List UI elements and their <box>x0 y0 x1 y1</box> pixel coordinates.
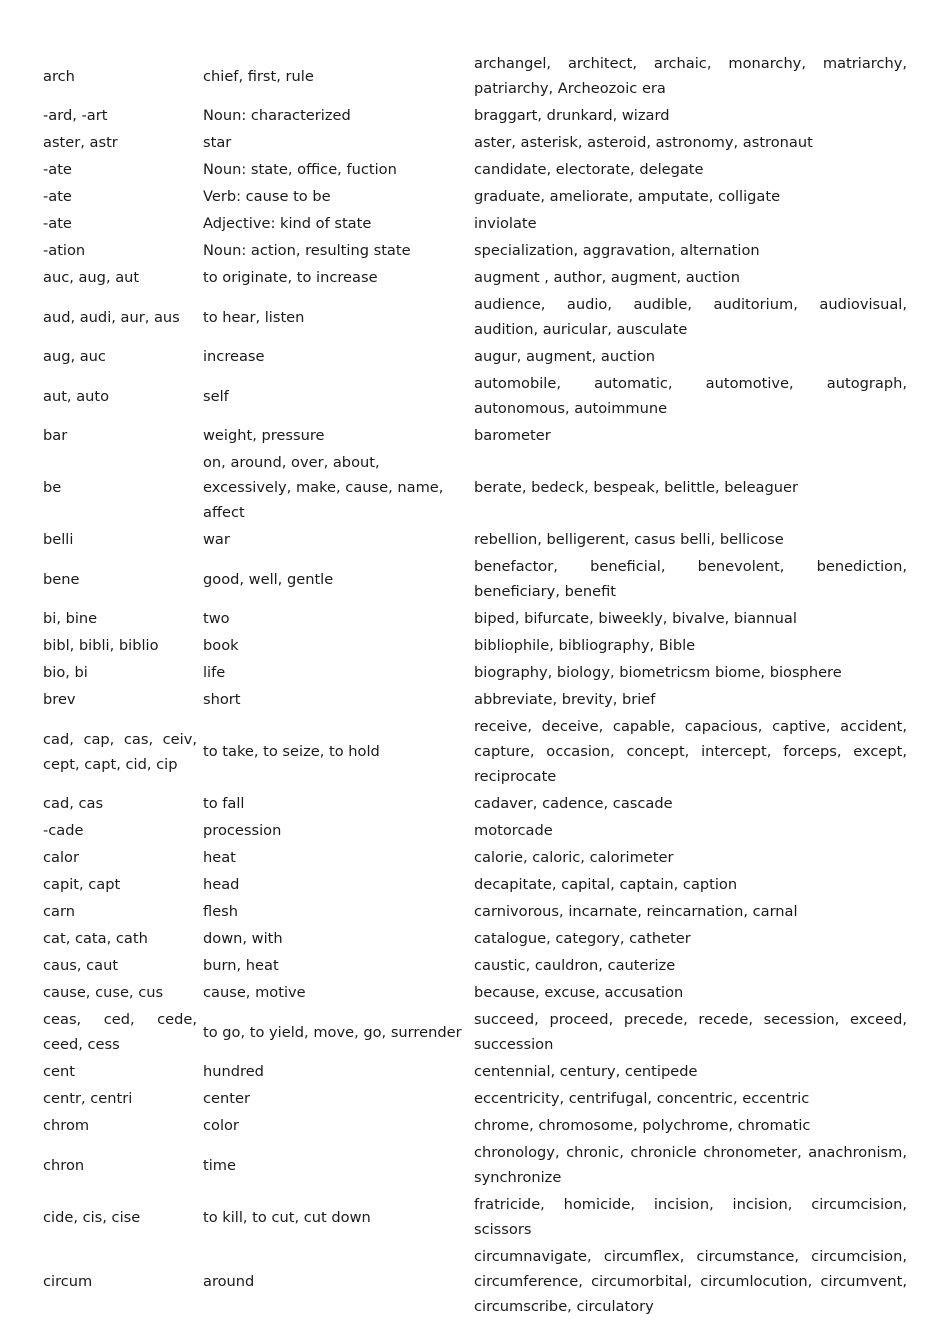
meaning-cell: heat <box>203 849 236 866</box>
root-cell: chron <box>43 1156 85 1174</box>
table-row <box>40 844 910 871</box>
table-row <box>40 659 910 686</box>
root-cell: cent <box>43 1063 75 1080</box>
root-cell: caus, caut <box>43 957 119 974</box>
root-cell: brev <box>43 691 76 708</box>
examples-cell: aster, asterisk, asteroid, astronomy, astronaut <box>474 134 813 151</box>
table-row <box>40 952 910 979</box>
examples-cell: bibliophile, bibliography, Bible <box>474 637 696 654</box>
meaning-cell: down, with <box>203 930 283 947</box>
meaning-cell: hundred <box>203 1063 264 1080</box>
root-cell: arch <box>43 67 75 85</box>
meaning-cell: to take, to seize, to hold <box>203 743 380 760</box>
examples-cell: calorie, caloric, calorimeter <box>474 849 674 866</box>
examples-cell: receive, deceive, capable, capacious, captive, accident, capture, occasion, concept, intercept, forceps, except, reciprocate <box>474 718 907 785</box>
root-cell: bibl, bibli, biblio <box>43 637 159 654</box>
meaning-cell: book <box>203 637 239 654</box>
root-cell: aut, auto <box>43 387 110 405</box>
table-row <box>40 1006 910 1058</box>
examples-cell: rebellion, belligerent, casus belli, bellicose <box>474 531 784 548</box>
examples-cell: biped, bifurcate, biweekly, bivalve, biannual <box>474 610 797 627</box>
examples-cell: motorcade <box>474 822 553 839</box>
meaning-cell: to kill, to cut, cut down <box>203 1208 371 1226</box>
table-row <box>40 1139 910 1191</box>
examples-cell: biography, biology, biometricsm biome, biosphere <box>474 664 842 681</box>
examples-cell: eccentricity, centrifugal, concentric, eccentric <box>474 1090 810 1107</box>
root-cell: bar <box>43 427 68 444</box>
meaning-cell: short <box>203 691 241 708</box>
meaning-cell: color <box>203 1117 239 1134</box>
examples-cell: inviolate <box>474 215 537 232</box>
meaning-cell: Noun: state, office, fuction <box>203 161 397 178</box>
table-row <box>40 1085 910 1112</box>
examples-cell: centennial, century, centipede <box>474 1063 698 1080</box>
meaning-cell: center <box>203 1090 250 1107</box>
meaning-cell: time <box>203 1156 236 1174</box>
meaning-cell: Noun: characterized <box>203 107 351 124</box>
meaning-cell: flesh <box>203 903 239 920</box>
root-cell: capit, capt <box>43 876 121 893</box>
examples-cell: audience, audio, audible, auditorium, audiovisual, audition, auricular, ausculate <box>474 296 907 338</box>
examples-cell: succeed, proceed, precede, recede, secession, exceed, succession <box>474 1011 907 1053</box>
meaning-cell: around <box>203 1273 255 1290</box>
table-row <box>40 632 910 659</box>
table-row <box>40 898 910 925</box>
examples-cell: chrome, chromosome, polychrome, chromatic <box>474 1117 811 1134</box>
table-row <box>40 1058 910 1085</box>
root-cell: centr, centri <box>43 1090 133 1107</box>
meaning-cell: increase <box>203 348 265 365</box>
meaning-cell: chief, first, rule <box>203 67 314 85</box>
meaning-cell: to originate, to increase <box>203 269 378 286</box>
table-row <box>40 1112 910 1139</box>
table-row <box>40 1191 910 1243</box>
table-row <box>40 237 910 264</box>
table-row <box>40 979 910 1006</box>
examples-cell: candidate, electorate, delegate <box>474 161 704 178</box>
root-cell: cause, cuse, cus <box>43 984 164 1001</box>
meaning-cell: burn, heat <box>203 957 279 974</box>
root-cell: calor <box>43 849 79 866</box>
table-row <box>40 605 910 632</box>
root-cell: cad, cas <box>43 795 104 812</box>
meaning-cell: Adjective: kind of state <box>203 215 372 232</box>
root-cell: chrom <box>43 1117 90 1134</box>
examples-cell: automobile, automatic, automotive, autograph, autonomous, autoimmune <box>474 375 907 417</box>
meaning-cell: Verb: cause to be <box>203 188 331 205</box>
examples-cell: caustic, cauldron, cauterize <box>474 957 676 974</box>
meaning-cell: to go, to yield, move, go, surrender <box>203 1023 462 1041</box>
examples-cell: fratricide, homicide, incision, incision, circumcision, scissors <box>474 1196 907 1238</box>
meaning-cell: Noun: action, resulting state <box>203 242 411 259</box>
examples-cell: archangel, architect, archaic, monarchy, matriarchy, patriarchy, Archeozoic era <box>474 55 907 97</box>
root-cell: aug, auc <box>43 348 106 365</box>
examples-cell: berate, bedeck, bespeak, belittle, beleaguer <box>474 479 798 496</box>
examples-cell: decapitate, capital, captain, caption <box>474 876 738 893</box>
examples-cell: graduate, ameliorate, amputate, colligate <box>474 188 781 205</box>
root-cell: -ate <box>43 215 72 232</box>
table-row <box>40 102 910 129</box>
meaning-cell: on, around, over, about, excessively, make, cause, name, affect <box>203 454 444 521</box>
table-row <box>40 183 910 210</box>
meaning-cell: procession <box>203 822 282 839</box>
examples-cell: barometer <box>474 427 551 444</box>
root-cell: ceas, ced, cede, ceed, cess <box>43 1011 197 1053</box>
meaning-cell: star <box>203 134 232 151</box>
examples-cell: augment , author, augment, auction <box>474 269 740 286</box>
root-cell: auc, aug, aut <box>43 269 140 286</box>
table-row <box>40 264 910 291</box>
root-cell: cad, cap, cas, ceiv, cept, capt, cid, cip <box>43 730 197 773</box>
table-row <box>40 790 910 817</box>
table-row <box>40 1243 910 1320</box>
root-cell: -ate <box>43 161 72 178</box>
table-row <box>40 449 910 526</box>
table-row <box>40 686 910 713</box>
examples-cell: abbreviate, brevity, brief <box>474 691 656 708</box>
meaning-cell: to hear, listen <box>203 308 305 326</box>
meaning-cell: weight, pressure <box>203 427 325 444</box>
meaning-cell: good, well, gentle <box>203 570 334 588</box>
root-cell: bio, bi <box>43 664 88 681</box>
meaning-cell: cause, motive <box>203 984 306 1001</box>
examples-cell: augur, augment, auction <box>474 348 656 365</box>
table-row <box>40 925 910 952</box>
table-row <box>40 370 910 422</box>
root-cell: be <box>43 479 62 496</box>
root-cell: aud, audi, aur, aus <box>43 308 180 326</box>
examples-cell: specialization, aggravation, alternation <box>474 242 760 259</box>
meaning-cell: to fall <box>203 795 245 812</box>
examples-cell: catalogue, category, catheter <box>474 930 691 947</box>
root-cell: -ation <box>43 242 86 259</box>
examples-cell: because, excuse, accusation <box>474 984 684 1001</box>
table-row <box>40 291 910 343</box>
meaning-cell: war <box>203 531 230 548</box>
table-row <box>40 553 910 605</box>
table-row <box>40 526 910 553</box>
table-body <box>40 50 910 1320</box>
root-cell: aster, astr <box>43 134 118 151</box>
root-cell: carn <box>43 903 75 920</box>
table-row <box>40 871 910 898</box>
meaning-cell: life <box>203 664 226 681</box>
examples-cell: circumnavigate, circumflex, circumstance, circumcision, circumference, circumorbital, circumlocution, circumvent, circumscribe, circulatory <box>474 1248 907 1315</box>
table-row <box>40 817 910 844</box>
table-row <box>40 210 910 237</box>
root-cell: bi, bine <box>43 610 98 627</box>
examples-cell: braggart, drunkard, wizard <box>474 107 670 124</box>
examples-cell: benefactor, beneficial, benevolent, benediction, beneficiary, benefit <box>474 558 907 600</box>
root-cell: -cade <box>43 822 84 839</box>
table-row <box>40 50 910 102</box>
root-cell: belli <box>43 531 74 548</box>
meaning-cell: self <box>203 387 229 405</box>
root-cell: -ate <box>43 188 72 205</box>
root-cell: cide, cis, cise <box>43 1208 141 1226</box>
table-row <box>40 129 910 156</box>
examples-cell: chronology, chronic, chronicle chronometer, anachronism, synchronize <box>474 1144 907 1186</box>
root-cell: cat, cata, cath <box>43 930 148 947</box>
meaning-cell: head <box>203 876 240 893</box>
root-cell: -ard, -art <box>43 107 108 124</box>
meaning-cell: two <box>203 610 230 627</box>
table-row <box>40 713 910 790</box>
table-row <box>40 422 910 449</box>
examples-cell: cadaver, cadence, cascade <box>474 795 673 812</box>
word-roots-table <box>40 50 910 1320</box>
root-cell: circum <box>43 1273 93 1290</box>
root-cell: bene <box>43 570 80 588</box>
examples-cell: carnivorous, incarnate, reincarnation, carnal <box>474 903 798 920</box>
table-row <box>40 343 910 370</box>
table-row <box>40 156 910 183</box>
